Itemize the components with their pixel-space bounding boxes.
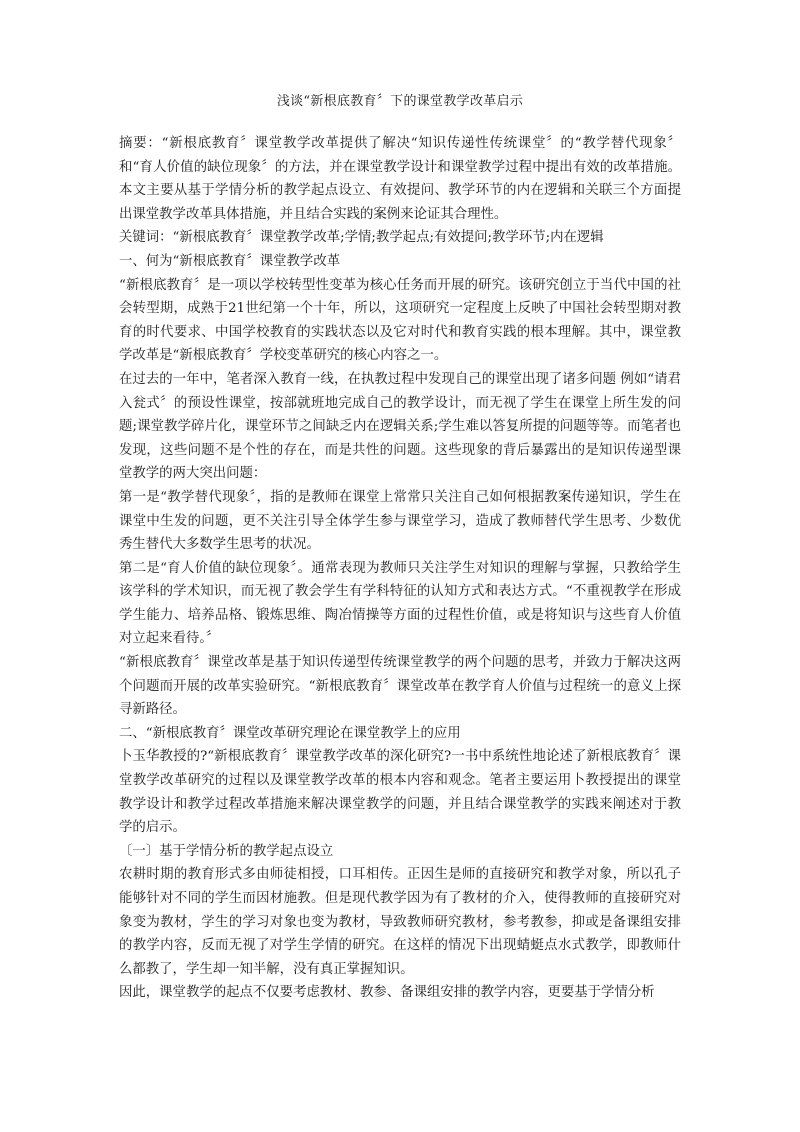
body-paragraph: “新根底教育〞是一项以学校转型性变革为核心任务而开展的研究。该研究创立于当代中国的社会转型期，成熟于21世纪第一个十年，所以，这项研究一定程度上反映了中国社会转型期对教育的时代要求、中国学校教育的实践状态以及它对时代和教育实践的根本理解。其中，课堂教学改革是“新根底教育〞学校变革研究的核心内容之一。 xyxy=(119,277,681,364)
abstract-paragraph: 摘要：“新根底教育〞课堂教学改革提供了解决“知识传递性传统课堂〞的“教学替代现象〞和“育人价值的缺位现象〞的方法，并在课堂教学设计和课堂教学过程中提出有效的改革措施。本文主要从基于学情分析的教学起点设立、有效提问、教学环节的内在逻辑和关联三个方面提出课堂教学改革具体措施，并且结合实践的案例来论证其合理性。 xyxy=(119,136,681,222)
body-paragraph: 在过去的一年中，笔者深入教育一线，在执教过程中发现自己的课堂出现了诸多问题 例如“请君入瓮式〞的预设性课堂，按部就班地完成自己的教学设计，而无视了学生在课堂上所生发的问题;课堂教学碎片化，课堂环节之间缺乏内在逻辑关系;学生难以答复所提的问题等等。而笔者也发现，这些问题不是个性的存在，而是共性的问题。这些现象的背后暴露出的是知识传递型课堂教学的两大突出问题： xyxy=(119,371,681,482)
document-page xyxy=(119,92,681,1005)
document-title: 浅谈“新根底教育〞下的课堂教学改革启示 xyxy=(276,94,524,109)
body-paragraph: 第一是“教学替代现象〞，指的是教师在课堂上常常只关注自己如何根据教案传递知识，学生在课堂中生发的问题，更不关注引导全体学生参与课堂学习，造成了教师替代学生思考、少数优秀生替代大多数学生思考的状况。 xyxy=(119,489,681,553)
body-paragraph: “新根底教育〞课堂改革是基于知识传递型传统课堂教学的两个问题的思考，并致力于解决这两个问题而开展的改革实验研究。“新根底教育〞课堂改革在教学育人价值与过程统一的意义上探寻新路径。 xyxy=(119,655,681,718)
section-heading-1: 一、何为“新根底教育〞课堂教学改革 xyxy=(119,253,341,269)
body-paragraph: 卜玉华教授的?“新根底教育〞课堂教学改革的深化研究?一书中系统性地论述了新根底教育〞课堂教学改革研究的过程以及课堂教学改革的根本内容和观念。笔者主要运用卜教授提出的课堂教学设计和教学过程改革措施来解决课堂教学的问题，并且结合课堂教学的实践来阐述对于教学的启示。 xyxy=(119,749,681,836)
body-paragraph: 农耕时期的教育形式多由师徒相授，口耳相传。正因生是师的直接研究和教学对象，所以孔子能够针对不同的学生而因材施教。但是现代教学因为有了教材的介入，使得教师的直接研究对象变为教材，学生的学习对象也变为教材，导致教师研究教材，参考教参，抑或是备课组安排的教学内容，反而无视了对学生学情的研究。在这样的情况下出现蜻蜓点水式教学，即教师什么都教了，学生却一知半解，没有真正掌握知识。 xyxy=(119,867,681,977)
body-paragraph: 第二是“育人价值的缺位现象〞。通常表现为教师只关注学生对知识的理解与掌握，只教给学生该学科的学术知识，而无视了教会学生有学科特征的认知方式和表达方式。“不重视教学在形成学生能力、培养品格、锻炼思维、陶冶情操等方面的过程性价值，或是将知识与这些育人价值对立起来看待。〞 xyxy=(119,560,681,647)
section-heading-2: 二、“新根底教育〞课堂改革研究理论在课堂教学上的应用 xyxy=(119,725,461,741)
body-paragraph: 因此，课堂教学的起点不仅要考虑教材、教参、备课组安排的教学内容，更要基于学情分析 xyxy=(119,985,655,1001)
subsection-heading-1: 〔一〕基于学情分析的教学起点设立 xyxy=(119,843,334,859)
keywords-paragraph: 关键词：“新根底教育〞课堂教学改革;学情;教学起点;有效提问;教学环节;内在逻辑 xyxy=(119,230,604,246)
